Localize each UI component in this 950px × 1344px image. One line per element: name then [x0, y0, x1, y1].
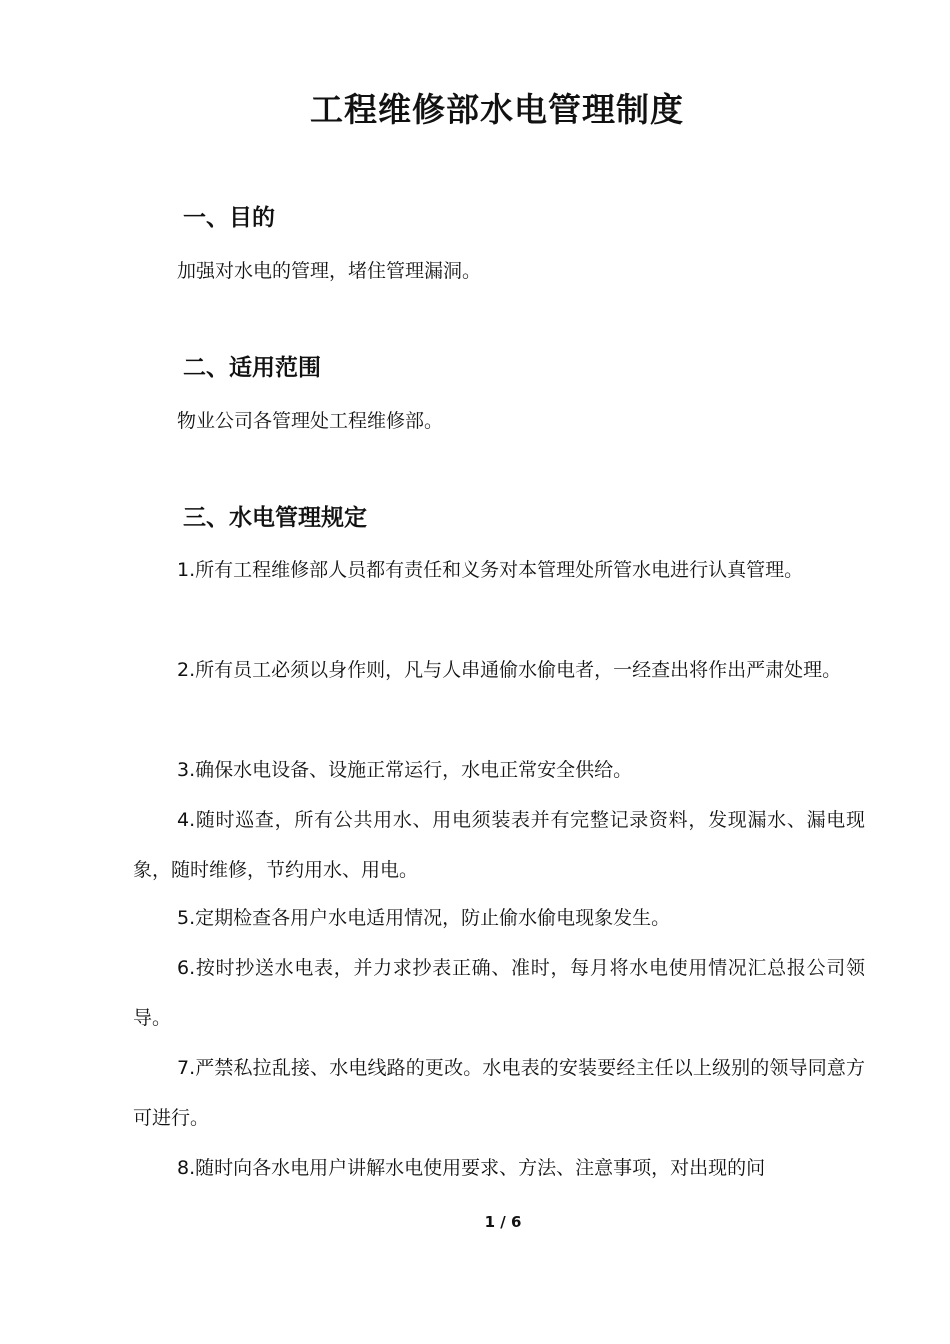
section-heading-rules: 三、水电管理规定 — [183, 505, 367, 531]
rule-item-3: 3.确保水电设备、设施正常运行，水电正常安全供给。 — [177, 759, 633, 781]
rule-item-8: 8.随时向各水电用户讲解水电使用要求、方法、注意事项，对出现的问 — [177, 1157, 766, 1179]
section-body-scope: 物业公司各管理处工程维修部。 — [177, 410, 444, 432]
rule-item-6: 6.按时抄送水电表，并力求抄表正确、准时，每月将水电使用情况汇总报公司领导。 — [133, 957, 865, 1029]
rule-item-2: 2.所有员工必须以身作则，凡与人串通偷水偷电者，一经查出将作出严肃处理。 — [177, 659, 842, 681]
page-number: 1 / 6 — [484, 1213, 522, 1231]
rule-item-4: 4.随时巡查，所有公共用水、用电须装表并有完整记录资料，发现漏水、漏电现象，随时维修，节约用水、用电。 — [133, 809, 865, 881]
rule-item-5: 5.定期检查各用户水电适用情况，防止偷水偷电现象发生。 — [177, 907, 671, 929]
rule-item-7: 7.严禁私拉乱接、水电线路的更改。水电表的安装要经主任以上级别的领导同意方可进行。 — [133, 1057, 865, 1129]
rule-item-1: 1.所有工程维修部人员都有责任和义务对本管理处所管水电进行认真管理。 — [177, 559, 804, 581]
section-heading-purpose: 一、目的 — [183, 205, 275, 231]
section-body-purpose: 加强对水电的管理，堵住管理漏洞。 — [177, 260, 482, 282]
document-title: 工程维修部水电管理制度 — [310, 90, 684, 129]
section-heading-scope: 二、适用范围 — [183, 355, 321, 381]
